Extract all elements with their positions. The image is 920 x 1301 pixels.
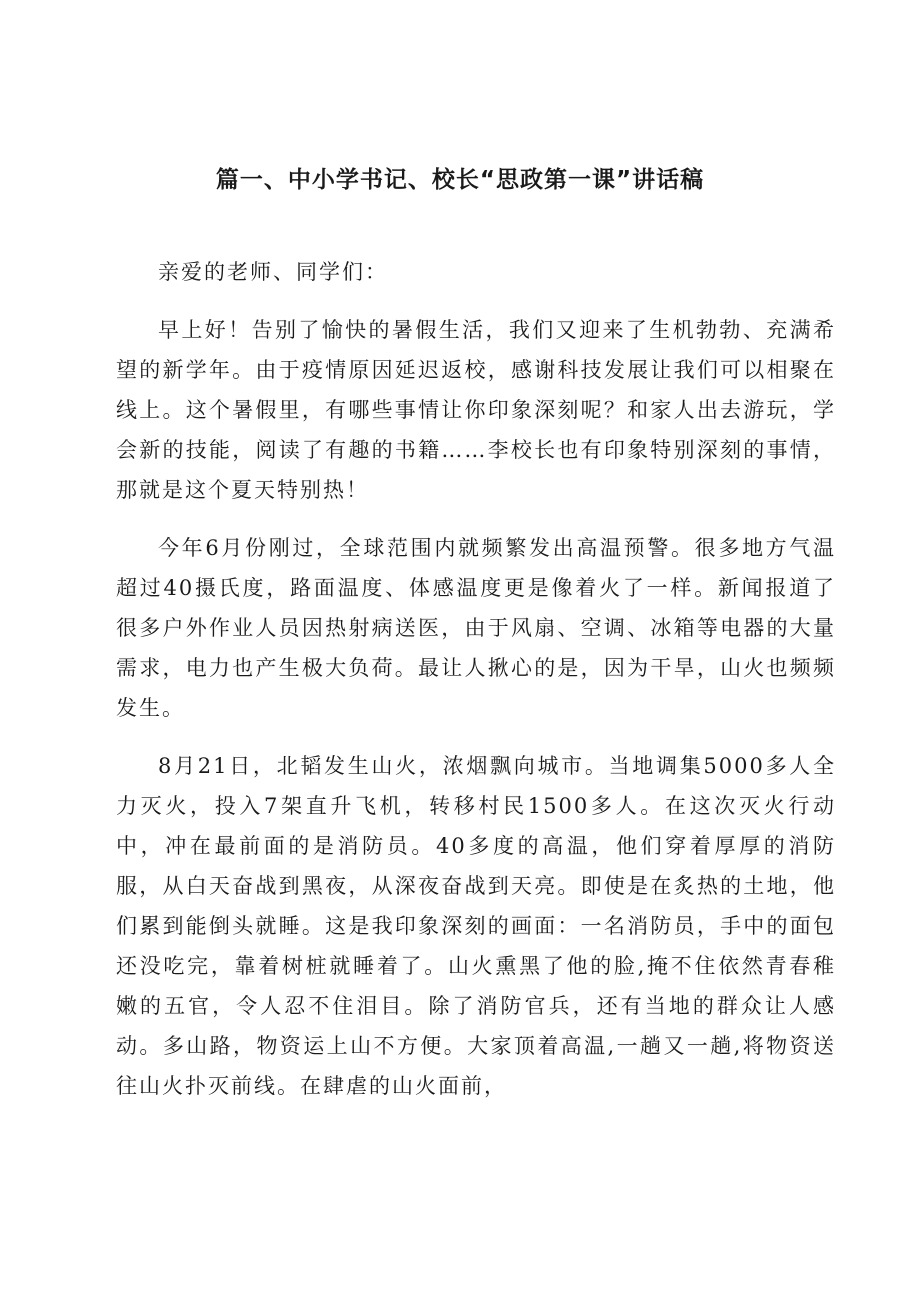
document-body bbox=[116, 252, 836, 1124]
body-paragraph-1: 早上好！告别了愉快的暑假生活，我们又迎来了生机勃勃、充满希望的新学年。由于疫情原因延迟返校，感谢科技发展让我们可以相聚在线上。这个暑假里，有哪些事情让你印象深刻呢？和家人出去游玩，学会新的技能，阅读了有趣的书籍……李校长也有印象特别深刻的事情，那就是这个夏天特别热！ bbox=[116, 318, 836, 502]
body-paragraph-2: 今年6月份刚过，全球范围内就频繁发出高温预警。很多地方气温超过40摄氏度，路面温度、体感温度更是像着火了一样。新闻报道了很多户外作业人员因热射病送医，由于风扇、空调、冰箱等电器的大量需求，电力也产生极大负荷。最让人揪心的是，因为干旱，山火也频频发生。 bbox=[116, 536, 836, 720]
body-paragraph-3: 8月21日，北韬发生山火，浓烟飘向城市。当地调集5000多人全力灭火，投入7架直升飞机，转移村民1500多人。在这次灭火行动中，冲在最前面的是消防员。40多度的高温，他们穿着厚厚的消防服，从白天奋战到黑夜，从深夜奋战到天亮。即使是在炙热的土地，他们累到能倒头就睡。这是我印象深刻的画面：一名消防员，手中的面包还没吃完，靠着树桩就睡着了。山火熏黑了他的脸,掩不住依然青春稚嫩的五官，令人忍不住泪目。除了消防官兵，还有当地的群众让人感动。多山路，物资运上山不方便。大家顶着高温,一趟又一趟,将物资送往山火扑灭前线。在肆虐的山火面前， bbox=[116, 754, 836, 1098]
document-title: 篇一、中小学书记、校长“思政第一课”讲话稿 bbox=[215, 167, 705, 193]
greeting-paragraph: 亲爱的老师、同学们： bbox=[158, 260, 388, 284]
